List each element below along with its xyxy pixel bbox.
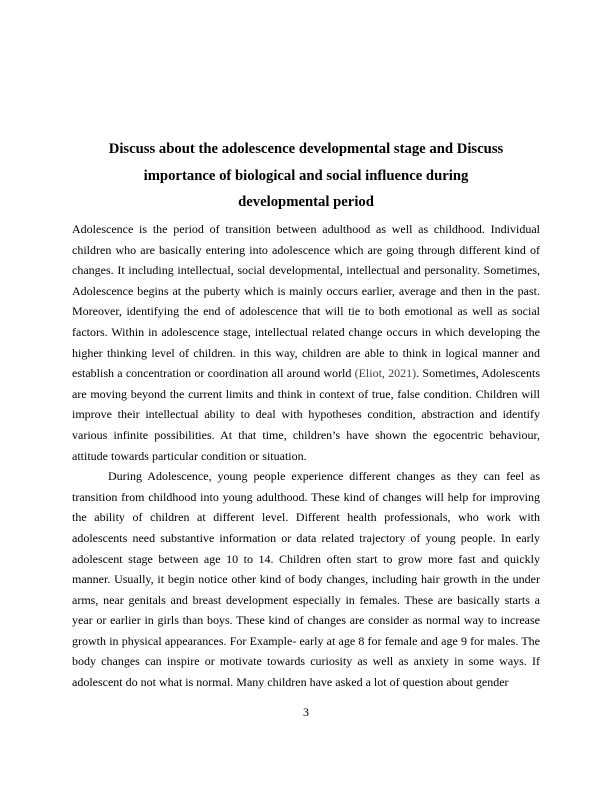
title-line-2: importance of biological and social influence during (143, 167, 469, 184)
citation: (Eliot, 2021) (354, 366, 417, 381)
paragraph-1-text-a: Adolescence is the period of transition between adulthood as well as childhood. Individual children who are basically entering into adolescence which are going through different kind of changes. It including intellectual, social developmental, intellectual and personality. Sometimes, Adolescence begins at the puberty which is mainly occurs earlier, average and then in the past. Moreover, identifying the end of adolescence that will tie to both emotional as well as social factors. Within in adolescence stage, intellectual related change occurs in which developing the higher thinking level of children. in this way, children are able to think in logical manner and establish a concentration or coordination all around world (72, 222, 540, 381)
title-line-3: developmental period (238, 194, 374, 210)
paragraph-1 (72, 219, 540, 466)
page-number: 3 (303, 705, 309, 719)
document-title (72, 136, 540, 216)
title-line-1: Discuss about the adolescence developmental stage and Discuss (108, 141, 504, 157)
document-body (72, 219, 540, 693)
paragraph-2: During Adolescence, young people experience different changes as they can feel as transition from childhood into young adulthood. These kind of changes will help for improving the ability of children at different level. Different health professionals, who work with adolescents need substantive information or data related trajectory of young people. In early adolescent stage between age 10 to 14. Children often start to grow more fast and quickly manner. Usually, it begin notice other kind of body changes, including hair growth in the under arms, near genitals and breast development especially in females. These are basically starts a year or earlier in girls than boys. These kind of changes are consider as normal way to increase growth in physical appearances. For Example- early at age 8 for female and age 9 for males. The body changes can inspire or motivate towards curiosity as well as anxiety in some ways. If adolescent do not what is normal. Many children have asked a lot of question about gender (72, 469, 540, 690)
paragraph-1-text-b: . Sometimes, Adolescents are moving beyond the current limits and think in context of true, false condition. Children will improve their intellectual ability to deal with hypotheses condition, abstraction and identify various infinite possibilities. At that time, children’s have shown the egocentric behaviour, attitude towards particular condition or situation. (72, 366, 540, 463)
